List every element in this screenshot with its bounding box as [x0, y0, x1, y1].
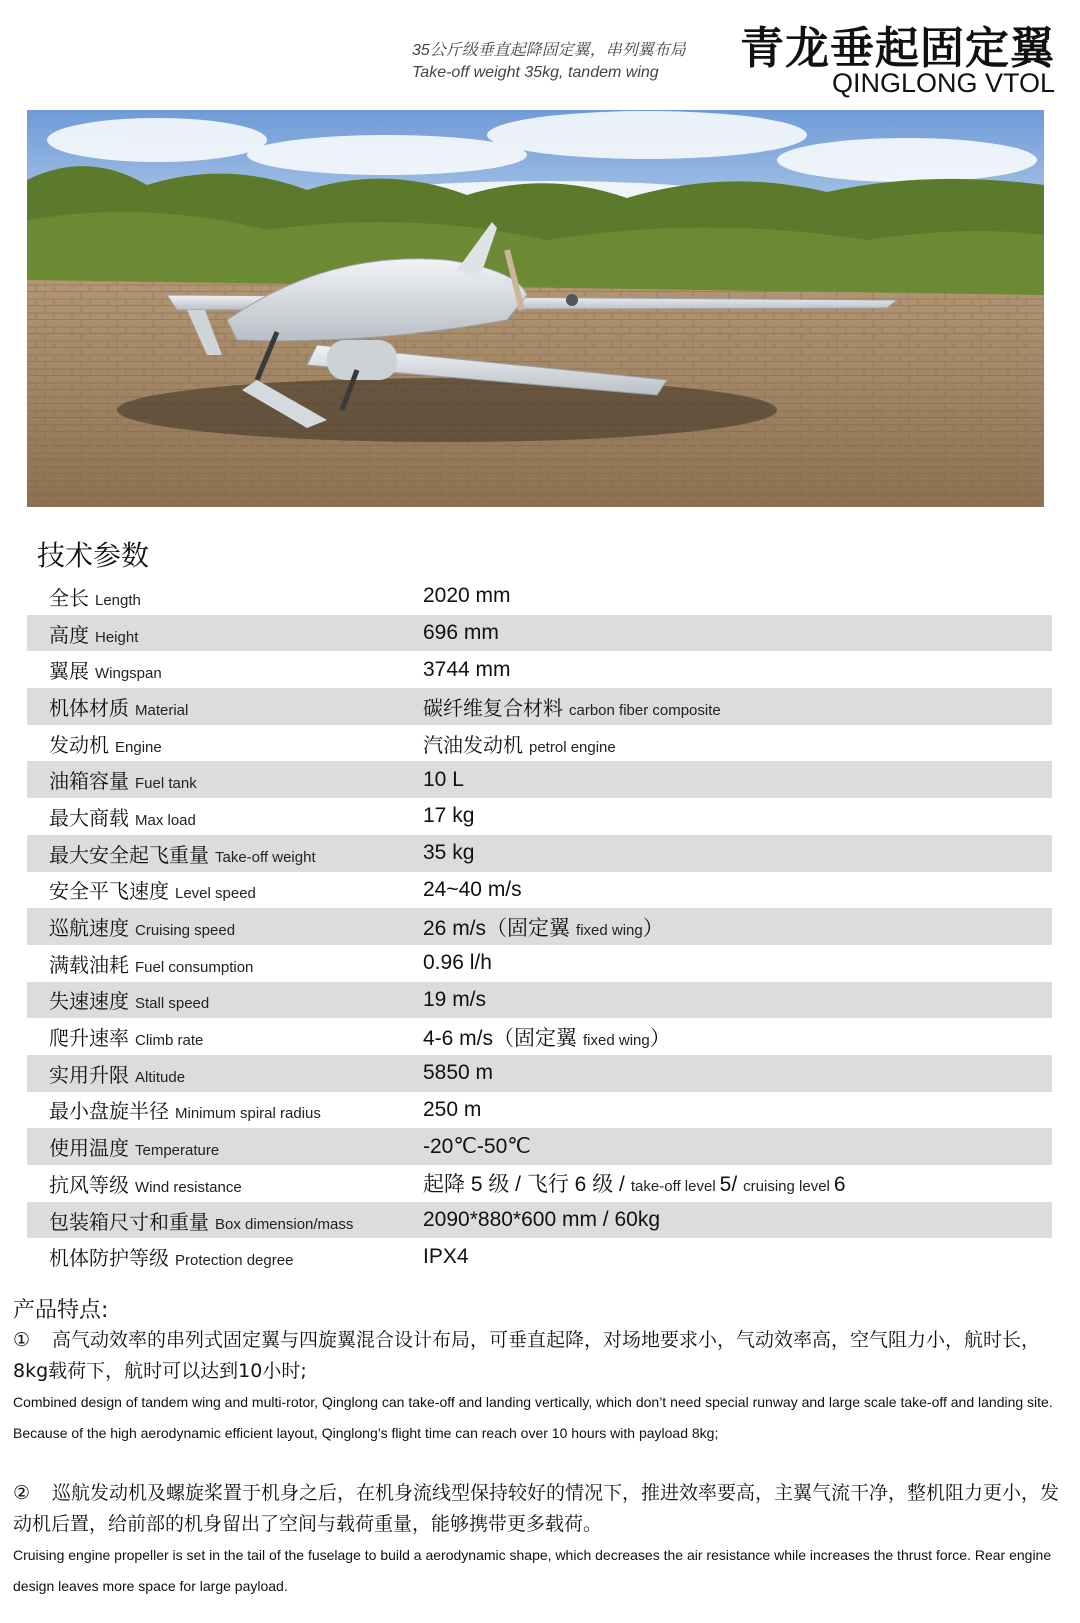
label-cn: 包装箱尺寸和重量	[49, 1209, 209, 1234]
value-text: 24~40 m/s	[423, 877, 522, 901]
label-en: Cruising speed	[135, 922, 236, 940]
label-en: Fuel tank	[135, 775, 197, 793]
feature-cn	[13, 1478, 1061, 1540]
spec-label	[27, 619, 423, 648]
value-tail: 6	[833, 1173, 846, 1197]
label-en: Material	[135, 701, 189, 719]
label-cn: 最小盘旋半径	[49, 1099, 169, 1124]
spec-row-protection	[27, 1238, 1052, 1275]
feature-item-2	[13, 1478, 1061, 1602]
page-title-en: QINGLONG VTOL	[831, 68, 1055, 98]
value-text: 19 m/s	[423, 987, 487, 1011]
value-text: 26 m/s（固定翼	[423, 916, 571, 940]
label-en: Length	[95, 591, 141, 609]
spec-label	[27, 655, 423, 684]
label-cn: 抗风等级	[49, 1172, 129, 1197]
subtitle-en: Take-off weight 35kg, tandem wing	[412, 64, 659, 81]
label-en: Wind resistance	[135, 1178, 242, 1196]
features-heading: 产品特点:	[13, 1298, 109, 1323]
label-cn: 使用温度	[49, 1136, 129, 1161]
spec-row-climb-rate	[27, 1018, 1052, 1055]
spec-label	[27, 1206, 423, 1235]
spec-value	[423, 692, 1052, 721]
label-en: Minimum spiral radius	[175, 1105, 321, 1123]
spec-label	[27, 1242, 423, 1271]
value-en-2: cruising level	[743, 1178, 830, 1196]
label-cn: 机体防护等级	[49, 1246, 169, 1271]
label-cn: 油箱容量	[49, 769, 129, 794]
value-text: 35 kg	[423, 841, 475, 865]
spec-table	[27, 578, 1052, 1275]
value-cn: 汽油发动机	[423, 732, 523, 757]
spec-label	[27, 729, 423, 758]
label-cn: 安全平飞速度	[49, 879, 169, 904]
value-tail: ）	[649, 1026, 671, 1050]
value-tail: ）	[642, 916, 664, 940]
spec-value	[423, 1098, 1052, 1122]
spec-row-fuel-tank	[27, 761, 1052, 798]
label-en: Wingspan	[95, 665, 162, 683]
spec-value	[423, 621, 1052, 645]
label-cn: 高度	[49, 622, 89, 647]
value-text: 250 m	[423, 1097, 482, 1121]
label-cn: 最大商载	[49, 805, 129, 830]
spec-row-wind-resistance	[27, 1165, 1052, 1202]
spec-value	[423, 729, 1052, 758]
spec-row-level-speed	[27, 872, 1052, 909]
label-cn: 满载油耗	[49, 952, 129, 977]
spec-value	[423, 1245, 1052, 1269]
spec-value	[423, 1061, 1052, 1085]
spec-row-material	[27, 688, 1052, 725]
feature-cn	[13, 1325, 1061, 1387]
spec-value	[423, 878, 1052, 902]
label-en: Height	[95, 628, 139, 646]
spec-row-engine	[27, 725, 1052, 762]
spec-row-wingspan	[27, 651, 1052, 688]
spec-label	[27, 985, 423, 1014]
label-en: Climb rate	[135, 1032, 204, 1050]
spec-row-temperature	[27, 1128, 1052, 1165]
spec-row-fuel-consumption	[27, 945, 1052, 982]
label-en: Box dimension/mass	[215, 1215, 354, 1233]
feature-item-1	[13, 1325, 1061, 1449]
spec-row-cruising-speed	[27, 908, 1052, 945]
value-text: 17 kg	[423, 804, 475, 828]
value-en: petrol engine	[529, 738, 616, 756]
label-en: Engine	[115, 738, 162, 756]
value-cn: 碳纤维复合材料	[423, 695, 563, 720]
spec-value	[423, 584, 1052, 608]
spec-value	[423, 988, 1052, 1012]
value-text: 起降 5 级 / 飞行 6 级 /	[423, 1173, 625, 1197]
spec-value	[423, 1208, 1052, 1232]
label-cn: 爬升速率	[49, 1026, 129, 1051]
spec-value	[423, 658, 1052, 682]
feature-en: Combined design of tandem wing and multi-rotor, Qinglong can take-off and landing vertically, which don’t need special runway and large scale take-off and landing site. Because of the high aerodynamic efficient layout, Qinglong’s flight time can reach over 10 hours with payload 8kg;	[13, 1394, 1053, 1441]
subtitle	[412, 40, 712, 84]
spec-row-length	[27, 578, 1052, 615]
subtitle-cn: 35公斤级垂直起降固定翼，串列翼布局	[412, 42, 686, 59]
label-cn: 发动机	[49, 732, 109, 757]
label-cn: 实用升限	[49, 1062, 129, 1087]
value-mid: 5/	[719, 1173, 738, 1197]
spec-row-height	[27, 615, 1052, 652]
value-text: 2090*880*600 mm / 60kg	[423, 1208, 660, 1232]
spec-label	[27, 692, 423, 721]
spec-row-spiral-radius	[27, 1092, 1052, 1129]
spec-label	[27, 839, 423, 868]
value-en: carbon fiber composite	[569, 701, 721, 719]
value-text: 2020 mm	[423, 584, 511, 608]
page-title-cn: 青龙垂起固定翼	[740, 23, 1055, 74]
label-en: Level speed	[175, 885, 256, 903]
product-photo	[27, 110, 1044, 507]
spec-row-box-dimension	[27, 1202, 1052, 1239]
spec-label	[27, 1059, 423, 1088]
label-cn: 全长	[49, 585, 89, 610]
label-en: Fuel consumption	[135, 958, 254, 976]
label-cn: 巡航速度	[49, 916, 129, 941]
label-en: Altitude	[135, 1068, 186, 1086]
label-en: Max load	[135, 811, 196, 829]
value-text: 0.96 l/h	[423, 951, 492, 975]
spec-label	[27, 1169, 423, 1198]
label-en: Take-off weight	[215, 848, 316, 866]
value-text: 4-6 m/s（固定翼	[423, 1026, 578, 1050]
spec-value	[423, 1022, 1052, 1052]
label-cn: 机体材质	[49, 695, 129, 720]
value-text: 10 L	[423, 767, 464, 791]
value-en: take-off level	[630, 1178, 716, 1196]
label-cn: 最大安全起飞重量	[49, 842, 209, 867]
feature-cn-text: 巡航发动机及螺旋桨置于机身之后，在机身流线型保持较好的情况下，推进效率要高，主翼气流干净，整机阻力更小，发动机后置，给前部的机身留出了空间与载荷重量，能够携带更多载荷。	[13, 1482, 1060, 1535]
value-text: -20℃-50℃	[423, 1135, 531, 1159]
feature-cn-text: 高气动效率的串列式固定翼与四旋翼混合设计布局，可垂直起降，对场地要求小，气动效率高，空气阻力小，航时长，8kg载荷下，航时可以达到10小时;	[13, 1329, 1041, 1382]
spec-label	[27, 765, 423, 794]
label-cn: 翼展	[49, 659, 89, 684]
spec-label	[27, 802, 423, 831]
spec-label	[27, 582, 423, 611]
label-en: Temperature	[135, 1142, 220, 1160]
feature-number: ②	[13, 1482, 31, 1504]
value-text: 5850 m	[423, 1061, 494, 1085]
spec-value	[423, 951, 1052, 975]
spec-heading: 技术参数	[37, 539, 150, 572]
spec-value	[423, 1134, 1052, 1159]
spec-label	[27, 1132, 423, 1161]
value-text: IPX4	[423, 1244, 469, 1268]
value-en: fixed wing	[583, 1031, 650, 1049]
spec-value	[423, 841, 1052, 865]
spec-row-stall-speed	[27, 982, 1052, 1019]
feature-number: ①	[13, 1329, 31, 1351]
spec-row-takeoff-weight	[27, 835, 1052, 872]
label-en: Stall speed	[135, 995, 210, 1013]
feature-en: Cruising engine propeller is set in the tail of the fuselage to build a aerodynamic shape, which decreases the air resistance while increases the thrust force. Rear engine design leaves more space for large payload.	[13, 1547, 1052, 1594]
spec-label	[27, 875, 423, 904]
spec-value	[423, 1168, 1052, 1198]
value-text: 696 mm	[423, 621, 499, 645]
value-en: fixed wing	[576, 921, 643, 939]
label-cn: 失速速度	[49, 989, 129, 1014]
value-text: 3744 mm	[423, 657, 511, 681]
spec-row-max-load	[27, 798, 1052, 835]
spec-row-altitude	[27, 1055, 1052, 1092]
spec-label	[27, 912, 423, 941]
spec-label	[27, 1022, 423, 1051]
spec-value	[423, 804, 1052, 828]
spec-value	[423, 912, 1052, 942]
spec-value	[423, 768, 1052, 792]
label-en: Protection degree	[175, 1252, 294, 1270]
spec-label	[27, 949, 423, 978]
spec-label	[27, 1095, 423, 1124]
aircraft-shadow	[117, 378, 777, 442]
